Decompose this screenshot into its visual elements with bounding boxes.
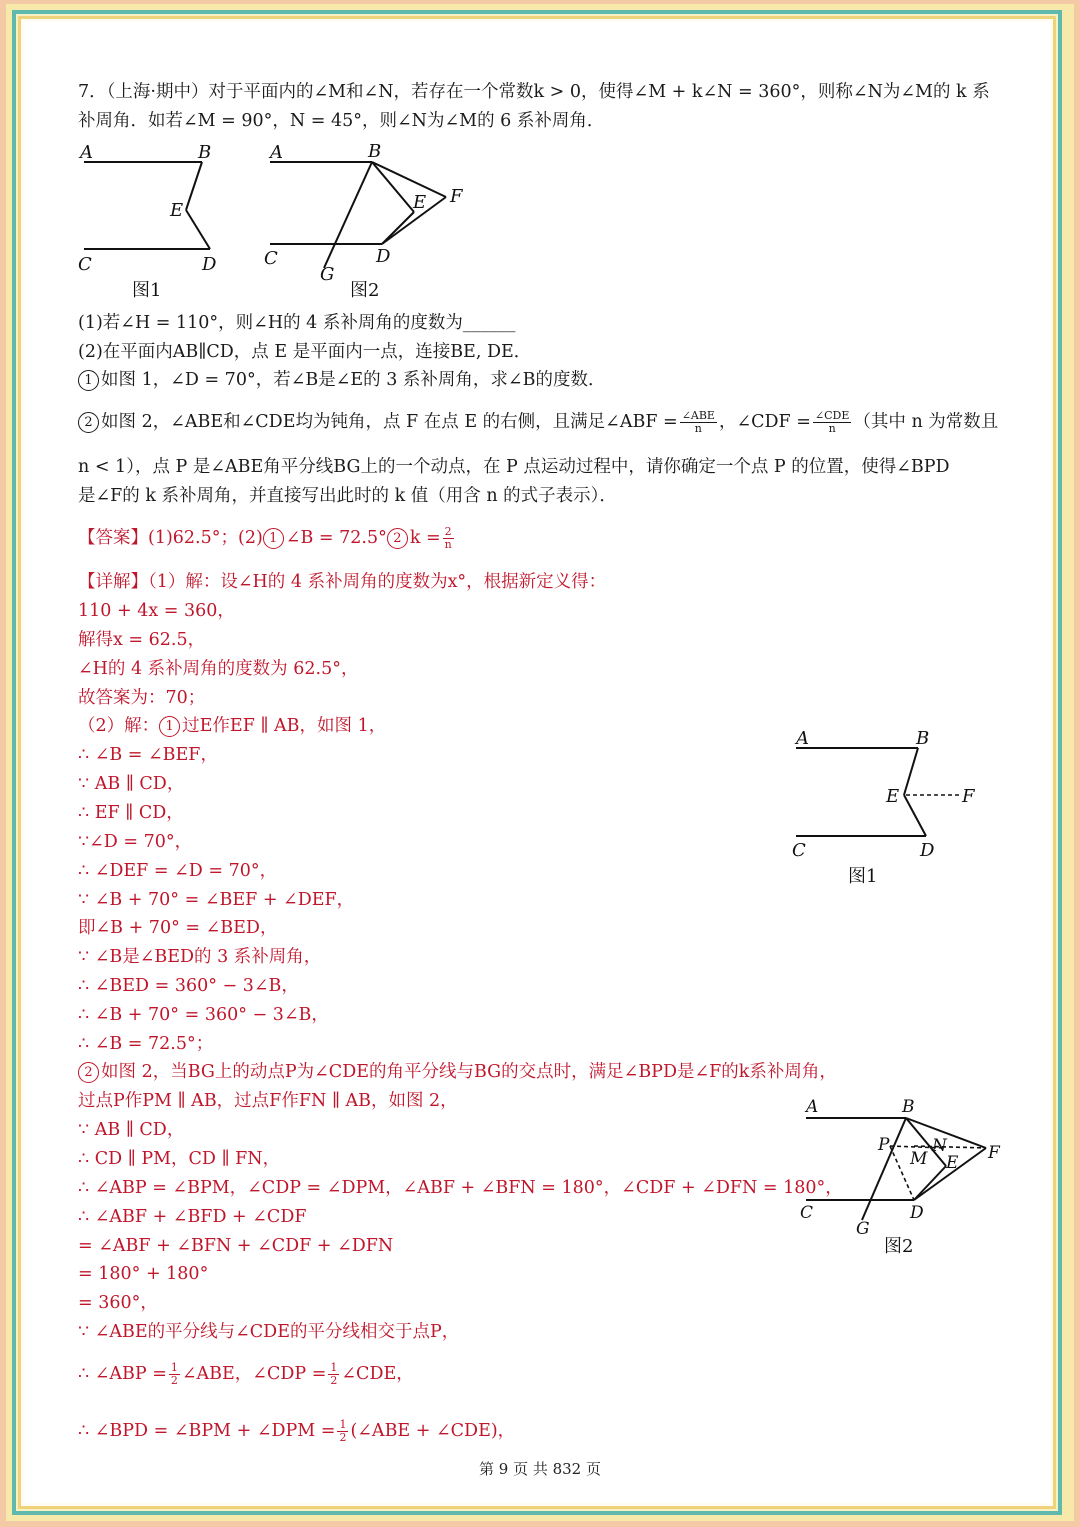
label-F: F — [988, 1143, 1000, 1163]
label-F: F — [450, 186, 463, 207]
label-D: D — [202, 254, 217, 275]
solution-line: ∵ AB ∥ CD， — [78, 1120, 185, 1140]
solution-line: = ∠ABF + ∠BFN + ∠CDF + ∠DFN — [78, 1236, 394, 1256]
solution-line: 2 如图 2，当BG上的动点P为∠CDE的角平分线与BG的交点时，满足∠BPD是∠F的k系补周角， — [78, 1061, 837, 1083]
label-D: D — [910, 1203, 924, 1223]
label-A: A — [270, 142, 283, 163]
fig2-caption: 图2 — [884, 1236, 914, 1257]
label-A: A — [80, 142, 93, 163]
solution-line: ∴ ∠B = 72.5°； — [78, 1034, 214, 1054]
question-2b: 2 如图 2，∠ABE和∠CDE均为钝角，点 F 在点 E 的右侧，且满足∠ABF = $\frac{\text{∠ABE}}{n}$ ，∠CDF = $\frac{\text{∠CDE}}{n}$ （其中 n 为常数且 — [78, 410, 998, 435]
solution-line: = 360°， — [78, 1293, 158, 1313]
solution-line: ∴ ∠B = ∠BEF， — [78, 745, 218, 765]
label-B: B — [368, 141, 382, 162]
label-C: C — [800, 1203, 814, 1223]
solution-line: ∵∠D = 70°， — [78, 832, 193, 852]
fraction: $\frac{2}{n}$ — [444, 525, 452, 551]
label-C: C — [264, 248, 278, 269]
label-P: P — [878, 1135, 890, 1155]
solution-line: ∴ ∠ABF + ∠BFD + ∠CDF — [78, 1207, 307, 1227]
problem-figure-1 — [70, 140, 240, 305]
label-C: C — [792, 840, 806, 861]
solution-line-half: ∴ ∠ABP = $\frac{1}{2}$ ∠ABE，∠CDP = $\frac{1}{2}$ ∠CDE， — [78, 1361, 414, 1387]
answer-line: 【答案】(1)62.5°；(2) 1 ∠B = 72.5° 2 k = $\frac{2}{n}$ — [78, 525, 452, 551]
label-B: B — [902, 1097, 915, 1117]
solution-line: 即∠B + 70° = ∠BED， — [78, 918, 278, 938]
fraction: $\frac{1}{2}$ — [339, 1418, 347, 1444]
fig1-caption: 图1 — [848, 866, 878, 887]
question-2a — [78, 369, 605, 391]
solution-line: 故答案为：70； — [78, 688, 206, 708]
label-N: N — [932, 1136, 947, 1156]
label-E: E — [170, 200, 184, 221]
question-2: (2)在平面内AB∥CD，点 E 是平面内一点，连接BE, DE． — [78, 342, 532, 362]
question-2b-text: 如图 2，∠ABE和∠CDE均为钝角，点 F 在点 E 的右侧，且满足∠ABF = — [101, 412, 678, 432]
solution-figure-1 — [786, 722, 986, 892]
fig2-caption: 图2 — [350, 280, 380, 301]
page-footer: 第 9 页 共 832 页 — [478, 1460, 601, 1478]
solution-line: 解得x = 62.5， — [78, 630, 206, 650]
problem-line-2: 补周角．如若∠M = 90°，N = 45°，则∠N为∠M的 6 系补周角． — [78, 111, 605, 131]
label-M: M — [910, 1149, 928, 1169]
label-E: E — [946, 1153, 959, 1173]
solution-line-half: ∴ ∠BPD = ∠BPM + ∠DPM = $\frac{1}{2}$ (∠ABE + ∠CDE)， — [78, 1418, 516, 1444]
solution-line: （2）解： 1 过E作EF ∥ AB，如图 1， — [78, 716, 387, 736]
solution-line: ∵ ∠B + 70° = ∠BEF + ∠DEF， — [78, 890, 355, 910]
fraction: $\frac{1}{2}$ — [330, 1361, 338, 1387]
label-B: B — [198, 142, 212, 163]
question-1: (1)若∠H = 110°，则∠H的 4 系补周角的度数为______ — [78, 313, 516, 333]
solution-line: ∴ EF ∥ CD， — [78, 803, 184, 823]
problem-line-1: 7．（上海·期中）对于平面内的∠M和∠N，若存在一个常数k > 0，使得∠M + k∠N = 360°，则称∠N为∠M的 k 系 — [78, 82, 990, 102]
solution-line: = 180° + 180° — [78, 1264, 209, 1284]
circled-number: 1 — [78, 370, 99, 391]
solution-line: ∴ ∠ABP = ∠BPM，∠CDP = ∠DPM，∠ABF + ∠BFN = 180°，∠CDF + ∠DFN = 180°， — [78, 1178, 843, 1198]
solution-line: ∵ ∠B是∠BED的 3 系补周角， — [78, 947, 322, 967]
solution-line: ∠H的 4 系补周角的度数为 62.5°， — [78, 659, 359, 679]
problem-figure-2 — [258, 140, 478, 305]
label-E: E — [886, 786, 900, 807]
solution-line: 【详解】（1）解：设∠H的 4 系补周角的度数为x°，根据新定义得： — [78, 572, 607, 592]
circled-number: 2 — [78, 412, 99, 433]
label-C: C — [78, 254, 92, 275]
label-D: D — [376, 246, 391, 267]
fraction: $\frac{\text{∠ABE}}{n}$ — [681, 409, 715, 435]
label-D: D — [920, 840, 935, 861]
fig1-caption: 图1 — [132, 280, 162, 301]
solution-line: 110 + 4x = 360， — [78, 601, 235, 621]
solution-line: ∴ ∠DEF = ∠D = 70°， — [78, 861, 278, 881]
fraction: $\frac{1}{2}$ — [170, 1361, 178, 1387]
label-A: A — [796, 728, 809, 749]
label-G: G — [856, 1219, 870, 1239]
question-2b-line-3: 是∠F的 k 系补周角，并直接写出此时的 k 值（用含 n 的式子表示）． — [78, 486, 617, 506]
solution-line: ∵ ∠ABE的平分线与∠CDE的平分线相交于点P， — [78, 1322, 460, 1342]
label-A: A — [806, 1097, 819, 1117]
label-F: F — [962, 786, 975, 807]
label-G: G — [320, 264, 335, 285]
question-2b-line-2: n < 1），点 P 是∠ABE角平分线BG上的一个动点，在 P 点运动过程中，请你确定一个点 P 的位置，使得∠BPD — [78, 457, 950, 477]
label-E: E — [413, 192, 427, 213]
solution-line: ∴ ∠B + 70° = 360° − 3∠B， — [78, 1005, 329, 1025]
solution-figure-2 — [796, 1092, 1016, 1262]
fraction: $\frac{\text{∠CDE}}{n}$ — [814, 409, 850, 435]
answer-label: 【答案】 — [78, 528, 148, 548]
question-2a-text: 如图 1，∠D = 70°，若∠B是∠E的 3 系补周角，求∠B的度数． — [101, 370, 606, 390]
solution-line: ∵ AB ∥ CD， — [78, 774, 185, 794]
solution-line: ∴ ∠BED = 360° − 3∠B， — [78, 976, 299, 996]
label-B: B — [916, 728, 930, 749]
solution-line: 过点P作PM ∥ AB，过点F作FN ∥ AB，如图 2， — [78, 1091, 458, 1111]
solution-line: ∴ CD ∥ PM，CD ∥ FN， — [78, 1149, 281, 1169]
